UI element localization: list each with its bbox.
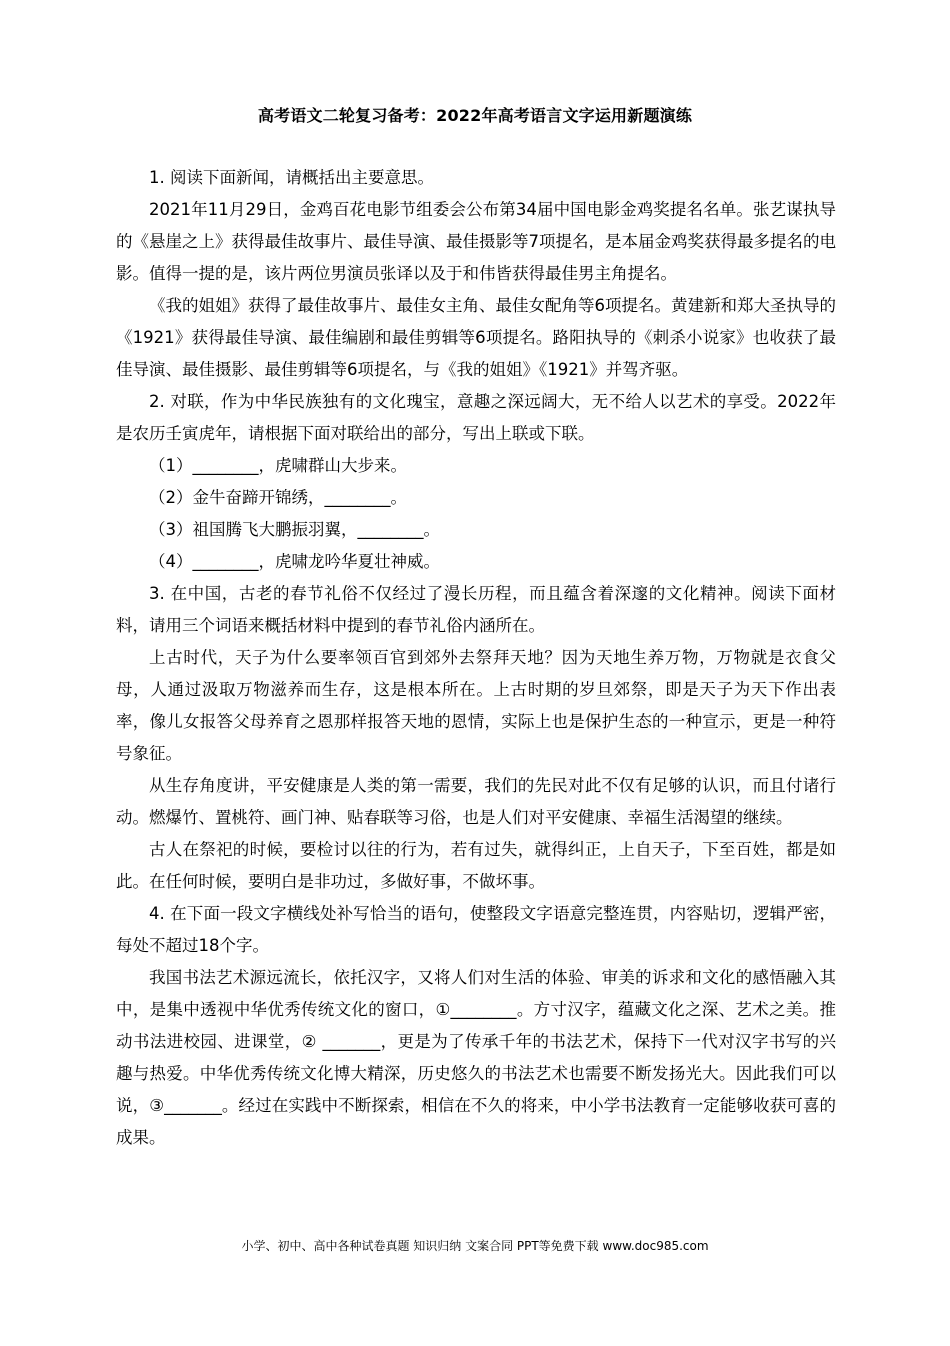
page-footer: 小学、初中、高中各种试卷真题 知识归纳 文案合同 PPT等免费下载 www.doc985.com — [241, 1239, 709, 1253]
couplet-item-3: （3）祖国腾飞大鹏振羽翼，________。 — [149, 520, 440, 539]
material-paragraph-1: 上古时代，天子为什么要率领百官到郊外去祭拜天地？因为天地生养万物，万物就是衣食父母，人通过汲取万物滋养而生存，这是根本所在。上古时期的岁旦郊祭，即是天子为天下作出表率，像儿女报答父母养育之恩那样报答天地的恩情，实际上也是保护生态的一种宣示，更是一种符号象征。 — [116, 648, 836, 763]
question-1-prompt: 1. 阅读下面新闻，请概括出主要意思。 — [149, 168, 434, 187]
news-paragraph-2: 《我的姐姐》获得了最佳故事片、最佳女主角、最佳女配角等6项提名。黄建新和郑大圣执导的《1921》获得最佳导演、最佳编剧和最佳剪辑等6项提名。路阳执导的《刺杀小说家》也收获了最佳导演、最佳摄影、最佳剪辑等6项提名，与《我的姐姐》《1921》并驾齐驱。 — [116, 296, 836, 379]
couplet-item-4: （4）________，虎啸龙吟华夏壮神威。 — [149, 552, 440, 571]
couplet-item-1: （1）________，虎啸群山大步来。 — [149, 456, 407, 475]
news-paragraph-1: 2021年11月29日，金鸡百花电影节组委会公布第34届中国电影金鸡奖提名名单。张艺谋执导的《悬崖之上》获得最佳故事片、最佳导演、最佳摄影等7项提名，是本届金鸡奖获得最多提名的电影。值得一提的是，该片两位男演员张译以及于和伟皆获得最佳男主角提名。 — [116, 200, 836, 283]
calligraphy-paragraph: 我国书法艺术源远流长，依托汉字，又将人们对生活的体验、审美的诉求和文化的感悟融入其中，是集中透视中华优秀传统文化的窗口，①________。方寸汉字，蕴藏文化之深、艺术之美。推动书法进校园、进课堂，② _______，更是为了传承千年的书法艺术，保持下一代对汉字书写的兴趣与热爱。中华优秀传统文化博大精深，历史悠久的书法艺术也需要不断发扬光大。因此我们可以说，③_______。经过在实践中不断探索，相信在不久的将来，中小学书法教育一定能够收获可喜的成果。 — [116, 968, 836, 1147]
material-paragraph-3: 古人在祭祀的时候，要检讨以往的行为，若有过失，就得纠正，上自天子，下至百姓，都是如此。在任何时候，要明白是非功过，多做好事，不做坏事。 — [116, 840, 836, 891]
question-2-prompt: 2. 对联，作为中华民族独有的文化瑰宝，意趣之深远阔大，无不给人以艺术的享受。2022年是农历壬寅虎年，请根据下面对联给出的部分，写出上联或下联。 — [116, 392, 836, 443]
material-paragraph-2: 从生存角度讲，平安健康是人类的第一需要，我们的先民对此不仅有足够的认识，而且付诸行动。燃爆竹、置桃符、画门神、贴春联等习俗，也是人们对平安健康、幸福生活渴望的继续。 — [116, 776, 836, 827]
document-title: 高考语文二轮复习备考：2022年高考语言文字运用新题演练 — [257, 106, 693, 125]
question-4-prompt: 4. 在下面一段文字横线处补写恰当的语句，使整段文字语意完整连贯，内容贴切，逻辑严密，每处不超过18个字。 — [116, 904, 836, 955]
document-body — [116, 162, 836, 1154]
couplet-item-2: （2）金牛奋蹄开锦绣，________。 — [149, 488, 407, 507]
question-3-prompt: 3. 在中国，古老的春节礼俗不仅经过了漫长历程，而且蕴含着深邃的文化精神。阅读下面材料，请用三个词语来概括材料中提到的春节礼俗内涵所在。 — [116, 584, 836, 635]
